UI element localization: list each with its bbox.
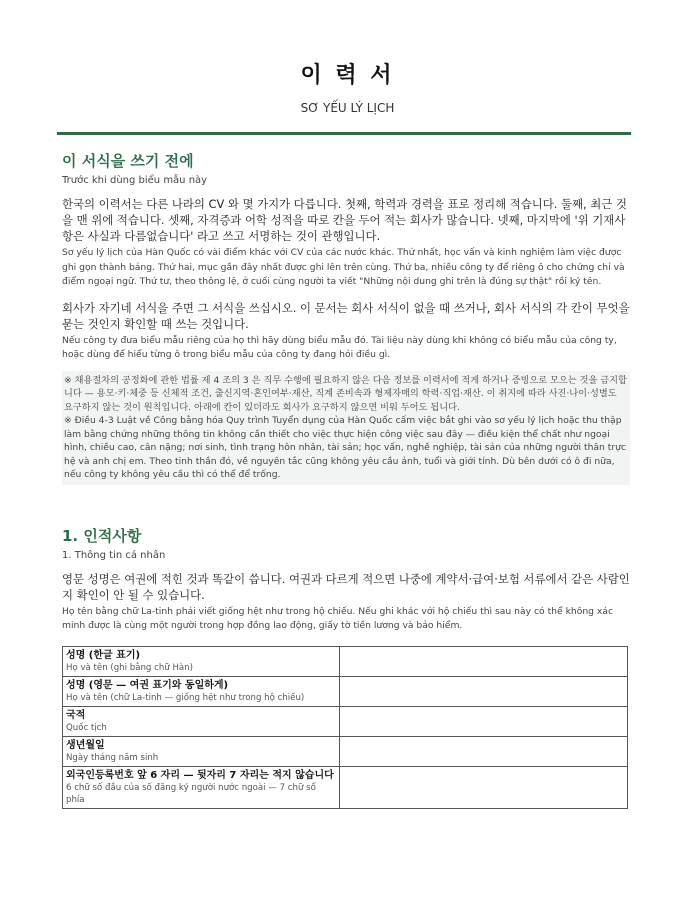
section1-heading: 1. 인적사항	[62, 526, 142, 545]
legal-note-vi: ※ Điều 4-3 Luật về Công bằng hóa Quy trình Tuyển dụng của Hàn Quốc cấm việc bắt ghi vào sơ yếu lý lịch hoặc thu thập làm bằng chứng những thông tin không cần thiết cho việc thực hiện công việc sau đây — điều kiện thể chất như ngoại hình, chiều cao, cân nặng; nơi sinh, tình trạng hôn nhân, tài sản; học vấn, nghề nghiệp, tài sản của những người thân trực hệ và anh chị em. Theo tinh thần đó, về nguyên tắc cũng không yêu cầu ảnh, tuổi và giới tính. Dù bên dưới có ô đi nữa, nếu công ty không yêu cầu thì có thể để trống.	[64, 415, 627, 480]
legal-note-box	[62, 371, 630, 485]
field-label-cell	[63, 766, 340, 808]
field-label-vi: 6 chữ số đầu của số đăng ký người nước ngoài — 7 chữ số phía	[66, 782, 316, 805]
document-subtitle: SƠ YẾU LÝ LỊCH	[300, 101, 395, 115]
field-label-ko: 성명 (한글 표기)	[66, 649, 141, 661]
section1-paragraph-vi: Họ tên bằng chữ La-tinh phải viết giống hệt như trong hộ chiếu. Nếu ghi khác với hộ chiếu thì sau này có thể không xác minh được là cùng một người trong hợp đồng lao động, giấy tờ tiền lương và bảo hiểm.	[62, 605, 614, 631]
table-row	[63, 706, 628, 736]
intro-paragraph-1-vi: Sơ yếu lý lịch của Hàn Quốc có vài điểm khác với CV của các nước khác. Thứ nhất, học vấn và kinh nghiệm làm việc được ghi gọn thành bảng. Thứ hai, mục gần đây nhất được ghi lên trên cùng. Thứ ba, nhiều công ty để riêng ô cho chứng chỉ và điểm ngoại ngữ. Thứ tư, theo thông lệ, ở cuối cùng người ta viết "Những nội dung ghi trên là đúng sự thật" rồi ký tên.	[62, 247, 625, 287]
table-row	[63, 676, 628, 706]
field-label-vi: Họ và tên (ghi bằng chữ Hàn)	[66, 662, 193, 673]
name-korean-field[interactable]	[339, 646, 627, 676]
alien-registration-field[interactable]	[339, 766, 627, 808]
field-label-cell	[63, 736, 340, 766]
field-label-ko: 생년월일	[66, 739, 105, 751]
table-row	[63, 766, 628, 808]
table-row	[63, 646, 628, 676]
section1-paragraph-ko: 영문 성명은 여권에 적힌 것과 똑같이 씁니다. 여권과 다르게 적으면 나중에 계약서·급여·보험 서류에서 같은 사람인지 확인이 안 될 수 있습니다.	[62, 571, 630, 602]
field-label-ko: 국적	[66, 709, 86, 721]
intro-paragraph-2-vi: Nếu công ty đưa biểu mẫu riêng của họ thì hãy dùng biểu mẫu đó. Tài liệu này dùng khi không có biểu mẫu của công ty, hoặc dùng để hiểu từng ô trong biểu mẫu của công ty đang hỏi điều gì.	[62, 334, 617, 360]
field-label-cell	[63, 676, 340, 706]
section1-heading-vi: 1. Thông tin cá nhân	[62, 549, 166, 561]
intro-heading-vi: Trước khi dùng biểu mẫu này	[62, 175, 208, 186]
nationality-field[interactable]	[339, 706, 627, 736]
content	[62, 150, 630, 809]
legal-note-ko: ※ 채용절차의 공정화에 관한 법률 제 4 조의 3 은 직무 수행에 필요하지 않은 다음 정보를 이력서에 적게 하거나 증빙으로 모으는 것을 금지합니다 — 용모·키·체중 등 신체적 조건, 출신지역·혼인여부·재산, 직계 존비속과 형제자매의 학력·직업·재산. 이 취지에 따라 사진·나이·성별도 요구하지 않는 것이 원칙입니다. 아래에 칸이 있더라도 회사가 요구하지 않으면 비워 두어도 됩니다.	[64, 374, 627, 413]
field-label-vi: Ngày tháng năm sinh	[66, 752, 159, 763]
intro-paragraph-2-ko: 회사가 자기네 서식을 주면 그 서식을 쓰십시오. 이 문서는 회사 서식이 없을 때 쓰거나, 회사 서식의 각 칸이 무엇을 묻는 것인지 확인할 때 쓰는 것입니다.	[62, 300, 630, 331]
field-label-cell	[63, 646, 340, 676]
field-label-ko: 성명 (영문 — 여권 표기와 동일하게)	[66, 679, 229, 691]
intro-heading: 이 서식을 쓰기 전에	[62, 152, 194, 170]
table-row	[63, 736, 628, 766]
title-block	[0, 0, 695, 115]
personal-info-section	[62, 525, 630, 809]
field-label-ko: 외국인등록번호 앞 6 자리 — 뒷자리 7 자리는 적지 않습니다	[66, 769, 334, 781]
birth-date-field[interactable]	[339, 736, 627, 766]
document-title: 이 력 서	[300, 63, 395, 88]
field-label-vi: Quốc tịch	[66, 722, 107, 733]
header-divider	[57, 132, 631, 135]
name-english-field[interactable]	[339, 676, 627, 706]
intro-paragraph-1-ko: 한국의 이력서는 다른 나라의 CV 와 몇 가지가 다릅니다. 첫째, 학력과 경력을 표로 정리해 적습니다. 둘째, 최근 것을 맨 위에 적습니다. 셋째, 자격증과 어학 성적을 따로 칸을 두어 적는 회사가 많습니다. 넷째, 마지막에 '위 기재사항은 사실과 다름없습니다' 라고 쓰고 서명하는 것이 관행입니다.	[62, 197, 627, 243]
intro-section	[62, 150, 630, 485]
field-label-cell	[63, 706, 340, 736]
personal-info-table	[62, 646, 628, 809]
field-label-vi: Họ và tên (chữ La-tinh — giống hệt như trong hộ chiếu)	[66, 692, 305, 703]
